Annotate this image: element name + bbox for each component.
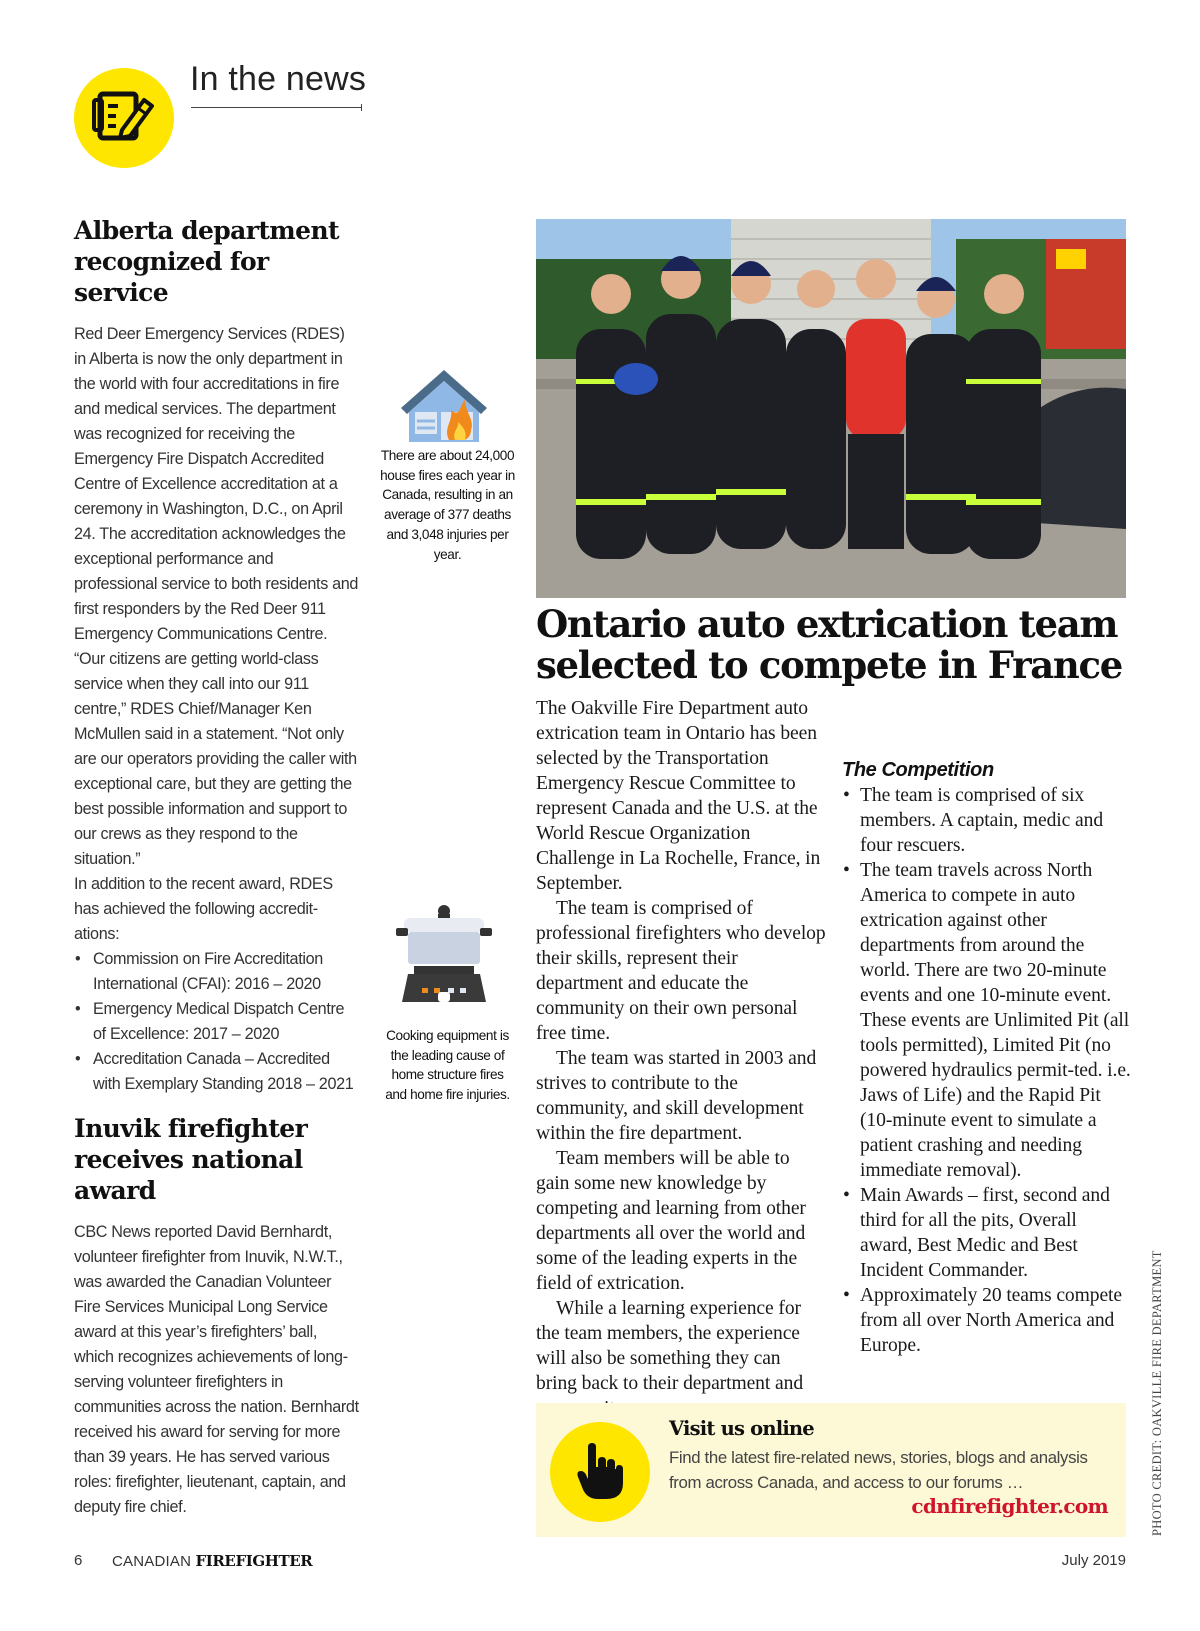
main-paragraph-1: The Oakville Fire Department auto extrication team in Ontario has been selected by the Transportation Emergency Rescue Committee to represent Canada and the U.S. at the World Rescue Organization Challenge in La Rochelle, France, in September. bbox=[536, 698, 821, 894]
main-article-column-1 bbox=[536, 696, 826, 1421]
article-body-inuvik: CBC News reported David Bernhardt, volunteer firefighter from Inuvik, N.W.T., was awarded the Canadian Volunteer Fire Services Municipal Long Service award at this year’s firefighters’ ball, which recognizes achievements of long-serving volunteer firefighters in communities across the nation. Bernhardt received his award for serving for more than 39 years. He has served various roles: firefighter, lieutenant, captain, and deputy fire chief. bbox=[74, 1223, 359, 1516]
left-column bbox=[74, 215, 359, 1520]
team-photo-firefighters bbox=[536, 219, 1126, 598]
main-paragraph-4: Team members will be able to gain some new knowledge by competing and learning from other departments all over the world and some of the leading experts in the field of extrication. bbox=[536, 1148, 806, 1294]
article-headline-inuvik: Inuvik firefighter receives national award bbox=[74, 1114, 308, 1205]
photo-credit: PHOTO CREDIT: OAKVILLE FIRE DEPARTMENT bbox=[1150, 1250, 1164, 1536]
list-item: • Approximately 20 teams compete from all over North America and Europe. bbox=[842, 1283, 1132, 1358]
column-continuation-spacer bbox=[842, 696, 1132, 746]
main-article-column-2 bbox=[842, 696, 1132, 1358]
competition-list bbox=[842, 783, 1132, 1358]
list-item: • Commission on Fire Accreditation International (CFAI): 2016 – 2020 bbox=[74, 947, 359, 997]
house-fire-fact: There are about 24,000 house fires each year in Canada, resulting in an average of 377 deaths and 3,048 injuries per year. bbox=[380, 448, 515, 562]
main-paragraph-3: The team was started in 2003 and strives to contribute to the community, and skill development within the fire department. bbox=[536, 1048, 817, 1144]
article-headline-alberta: Alberta department recognized for service bbox=[74, 216, 339, 307]
cooking-pot-stove-icon bbox=[394, 904, 494, 1009]
visit-title: Visit us online bbox=[669, 1417, 814, 1440]
website-link[interactable]: cdnfirefighter.com bbox=[911, 1494, 1108, 1518]
main-paragraph-5: While a learning experience for the team members, the experience will also be something they can bring back to their department and bbox=[536, 1298, 804, 1394]
magazine-name-bold: FIREFIGHTER bbox=[195, 1552, 313, 1570]
alberta-paragraph-1: Red Deer Emergency Services (RDES) in Alberta is now the only department in the world with four accreditations in fire and medical services. The department was recognized for receiving the Emergency Fire Dispatch Accredited Centre of Excellence accreditation at a ceremony in Washington, D.C., on April 24. The accreditation acknowledges the exceptional performance and professional service to both residents and first responders by the Red Deer 911 Emergency Communications Centre. “Our citizens are getting world-class service when they call into our 911 centre,” RDES Chief/Manager Ken McMullen said in a statement. “Not only are our operators providing the caller with exceptional care, but they are getting the best possible information and support to our crews as they respond to the situation.” bbox=[74, 325, 359, 868]
list-item: • The team is comprised of six members. A captain, medic and four rescuers. bbox=[842, 783, 1132, 858]
cooking-fact: Cooking equipment is the leading cause of home structure fires and home fire injuries. bbox=[385, 1028, 510, 1103]
pointing-hand-icon bbox=[550, 1422, 650, 1522]
competition-heading: The Competition bbox=[842, 759, 994, 781]
list-item: • Emergency Medical Dispatch Centre of Excellence: 2017 – 2020 bbox=[74, 997, 359, 1047]
main-headline: Ontario auto extrication team selected to compete in France bbox=[536, 602, 1123, 687]
article-body-alberta bbox=[74, 322, 359, 1097]
list-item: • The team travels across North America to compete in auto extrication against other departments from around the world. There are two 20-minute events and one 10-minute event. These events are Unlimited Pit (all tools permitted), Limited Pit (no powered hydraulics permit-ted. i.e. Jaws of Life) and the Rapid Pit (10-minute event to simulate a patient crashing and needing immediate removal). bbox=[842, 858, 1132, 1183]
magazine-name bbox=[112, 1552, 312, 1570]
visit-text: Find the latest fire-related news, stories, blogs and analysis from across Canada, and access to our forums … bbox=[669, 1448, 1088, 1492]
section-title: In the news bbox=[190, 60, 367, 98]
issue-date: July 2019 bbox=[1061, 1552, 1126, 1569]
house-fire-icon bbox=[395, 366, 493, 449]
section-title-rule bbox=[191, 107, 361, 108]
news-checklist-icon bbox=[74, 68, 174, 168]
list-item: • Main Awards – first, second and third for all the pits, Overall award, Best Medic and Best Incident Commander. bbox=[842, 1183, 1132, 1283]
accreditation-list bbox=[74, 947, 359, 1097]
page-number: 6 bbox=[74, 1552, 83, 1569]
magazine-name-prefix: CANADIAN bbox=[112, 1553, 196, 1570]
main-paragraph-2: The team is comprised of professional firefighters who develop their skills, represent their department and educate the community on their own personal free time. bbox=[536, 898, 826, 1044]
visit-online-box[interactable] bbox=[536, 1403, 1126, 1537]
list-item: • Accreditation Canada – Accredited with Exemplary Standing 2018 – 2021 bbox=[74, 1047, 359, 1097]
alberta-paragraph-2: In addition to the recent award, RDES has achieved the following accredit-ations: bbox=[74, 875, 333, 943]
